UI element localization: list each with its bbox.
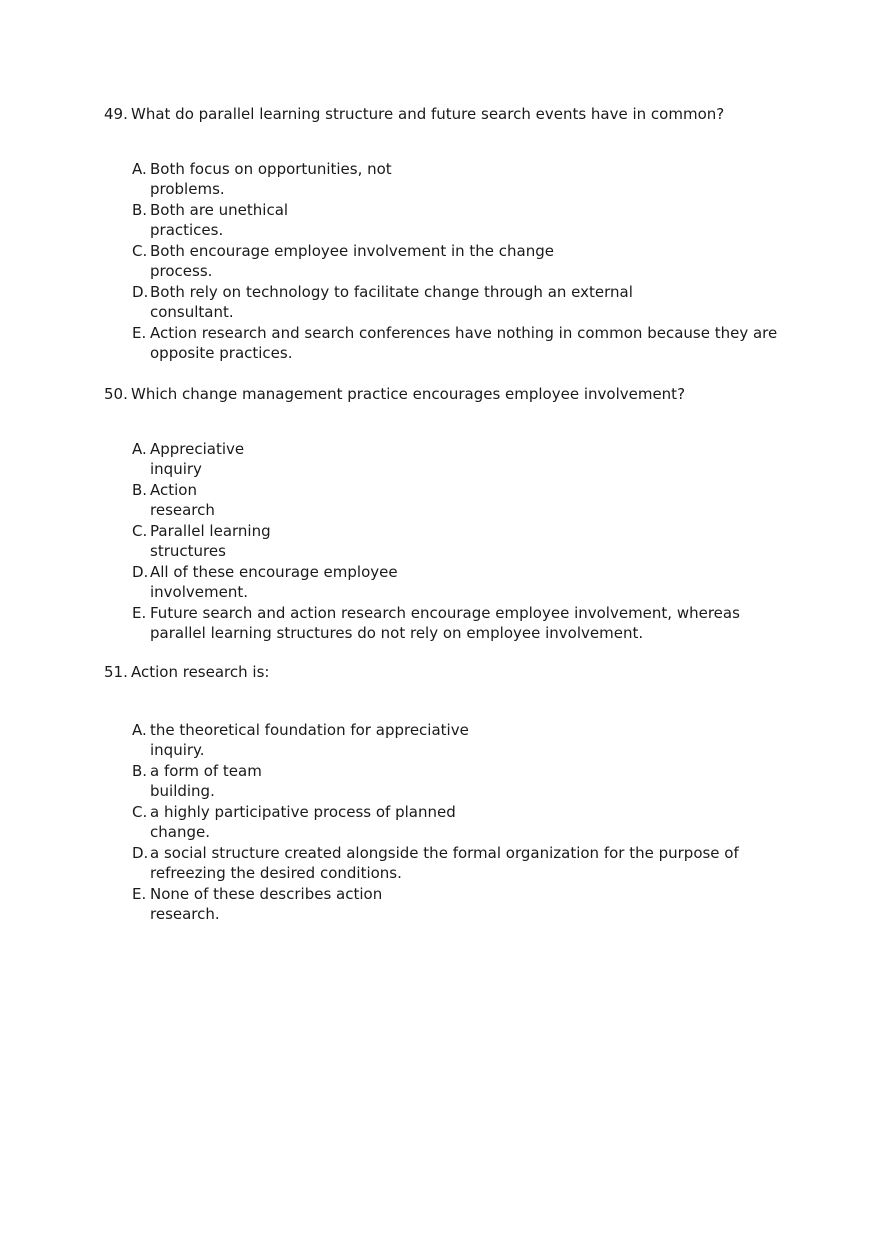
option-letter: A. [132, 440, 147, 458]
option-a [132, 160, 794, 199]
option-text: parallel learning structures do not rely on employee involvement. [150, 623, 644, 642]
option-b [132, 762, 794, 801]
question-stem [104, 384, 794, 404]
option-text: a highly participative process of planned [150, 803, 456, 821]
answer-options [132, 721, 794, 924]
option-text: opposite practices. [150, 343, 293, 362]
option-d [132, 563, 794, 602]
option-text: consultant. [150, 302, 234, 321]
option-letter: C. [132, 522, 148, 540]
question-number: 50. [104, 385, 128, 403]
option-e [132, 885, 794, 924]
option-letter: D. [132, 283, 149, 301]
option-c [132, 522, 794, 561]
option-text: Both rely on technology to facilitate change through an external [150, 283, 633, 301]
option-d [132, 283, 794, 322]
option-text: Appreciative [150, 440, 245, 458]
option-d [132, 844, 794, 883]
option-letter: E. [132, 324, 147, 342]
option-text: a social structure created alongside the formal organization for the purpose of [150, 844, 739, 862]
option-text: the theoretical foundation for appreciative [150, 721, 469, 739]
question-text: Action research is: [131, 663, 270, 681]
option-text: building. [150, 781, 215, 800]
option-text: Both are unethical [150, 201, 289, 219]
option-text: research [150, 500, 215, 519]
question-text: Which change management practice encourages employee involvement? [131, 385, 686, 403]
option-e [132, 604, 794, 643]
option-text: structures [150, 541, 226, 560]
question-text: What do parallel learning structure and future search events have in common? [131, 105, 725, 123]
option-letter: C. [132, 803, 148, 821]
option-b [132, 481, 794, 520]
option-text: change. [150, 822, 210, 841]
option-letter: E. [132, 885, 147, 903]
option-text: refreezing the desired conditions. [150, 863, 402, 882]
option-text: inquiry [150, 459, 202, 478]
question-stem [104, 662, 794, 682]
option-c [132, 242, 794, 281]
option-text: All of these encourage employee [150, 563, 398, 581]
option-letter: B. [132, 201, 148, 219]
option-letter: B. [132, 762, 148, 780]
option-a [132, 721, 794, 760]
option-text: practices. [150, 220, 224, 239]
option-text: Both encourage employee involvement in the change [150, 242, 555, 260]
option-text: process. [150, 261, 213, 280]
question-50 [104, 384, 794, 642]
option-text: None of these describes action [150, 885, 383, 903]
option-text: Future search and action research encourage employee involvement, whereas [150, 604, 740, 622]
option-text: Action research and search conferences have nothing in common because they are [150, 324, 778, 342]
option-letter: D. [132, 563, 149, 581]
answer-options [132, 440, 794, 643]
option-letter: A. [132, 160, 147, 178]
option-text: problems. [150, 179, 225, 198]
option-a [132, 440, 794, 479]
option-letter: C. [132, 242, 148, 260]
option-text: Both focus on opportunities, not [150, 160, 392, 178]
answer-options [132, 160, 794, 363]
question-stem [104, 104, 794, 124]
option-letter: E. [132, 604, 147, 622]
option-letter: D. [132, 844, 149, 862]
option-b [132, 201, 794, 240]
option-text: Parallel learning [150, 522, 271, 540]
option-c [132, 803, 794, 842]
option-text: a form of team [150, 762, 262, 780]
option-text: inquiry. [150, 740, 205, 759]
option-text: Action [150, 481, 197, 499]
question-number: 49. [104, 105, 128, 123]
question-51 [104, 662, 794, 923]
option-text: research. [150, 904, 220, 923]
option-letter: B. [132, 481, 148, 499]
option-text: involvement. [150, 582, 248, 601]
option-e [132, 324, 794, 363]
question-number: 51. [104, 663, 128, 681]
option-letter: A. [132, 721, 147, 739]
question-49 [104, 104, 794, 362]
